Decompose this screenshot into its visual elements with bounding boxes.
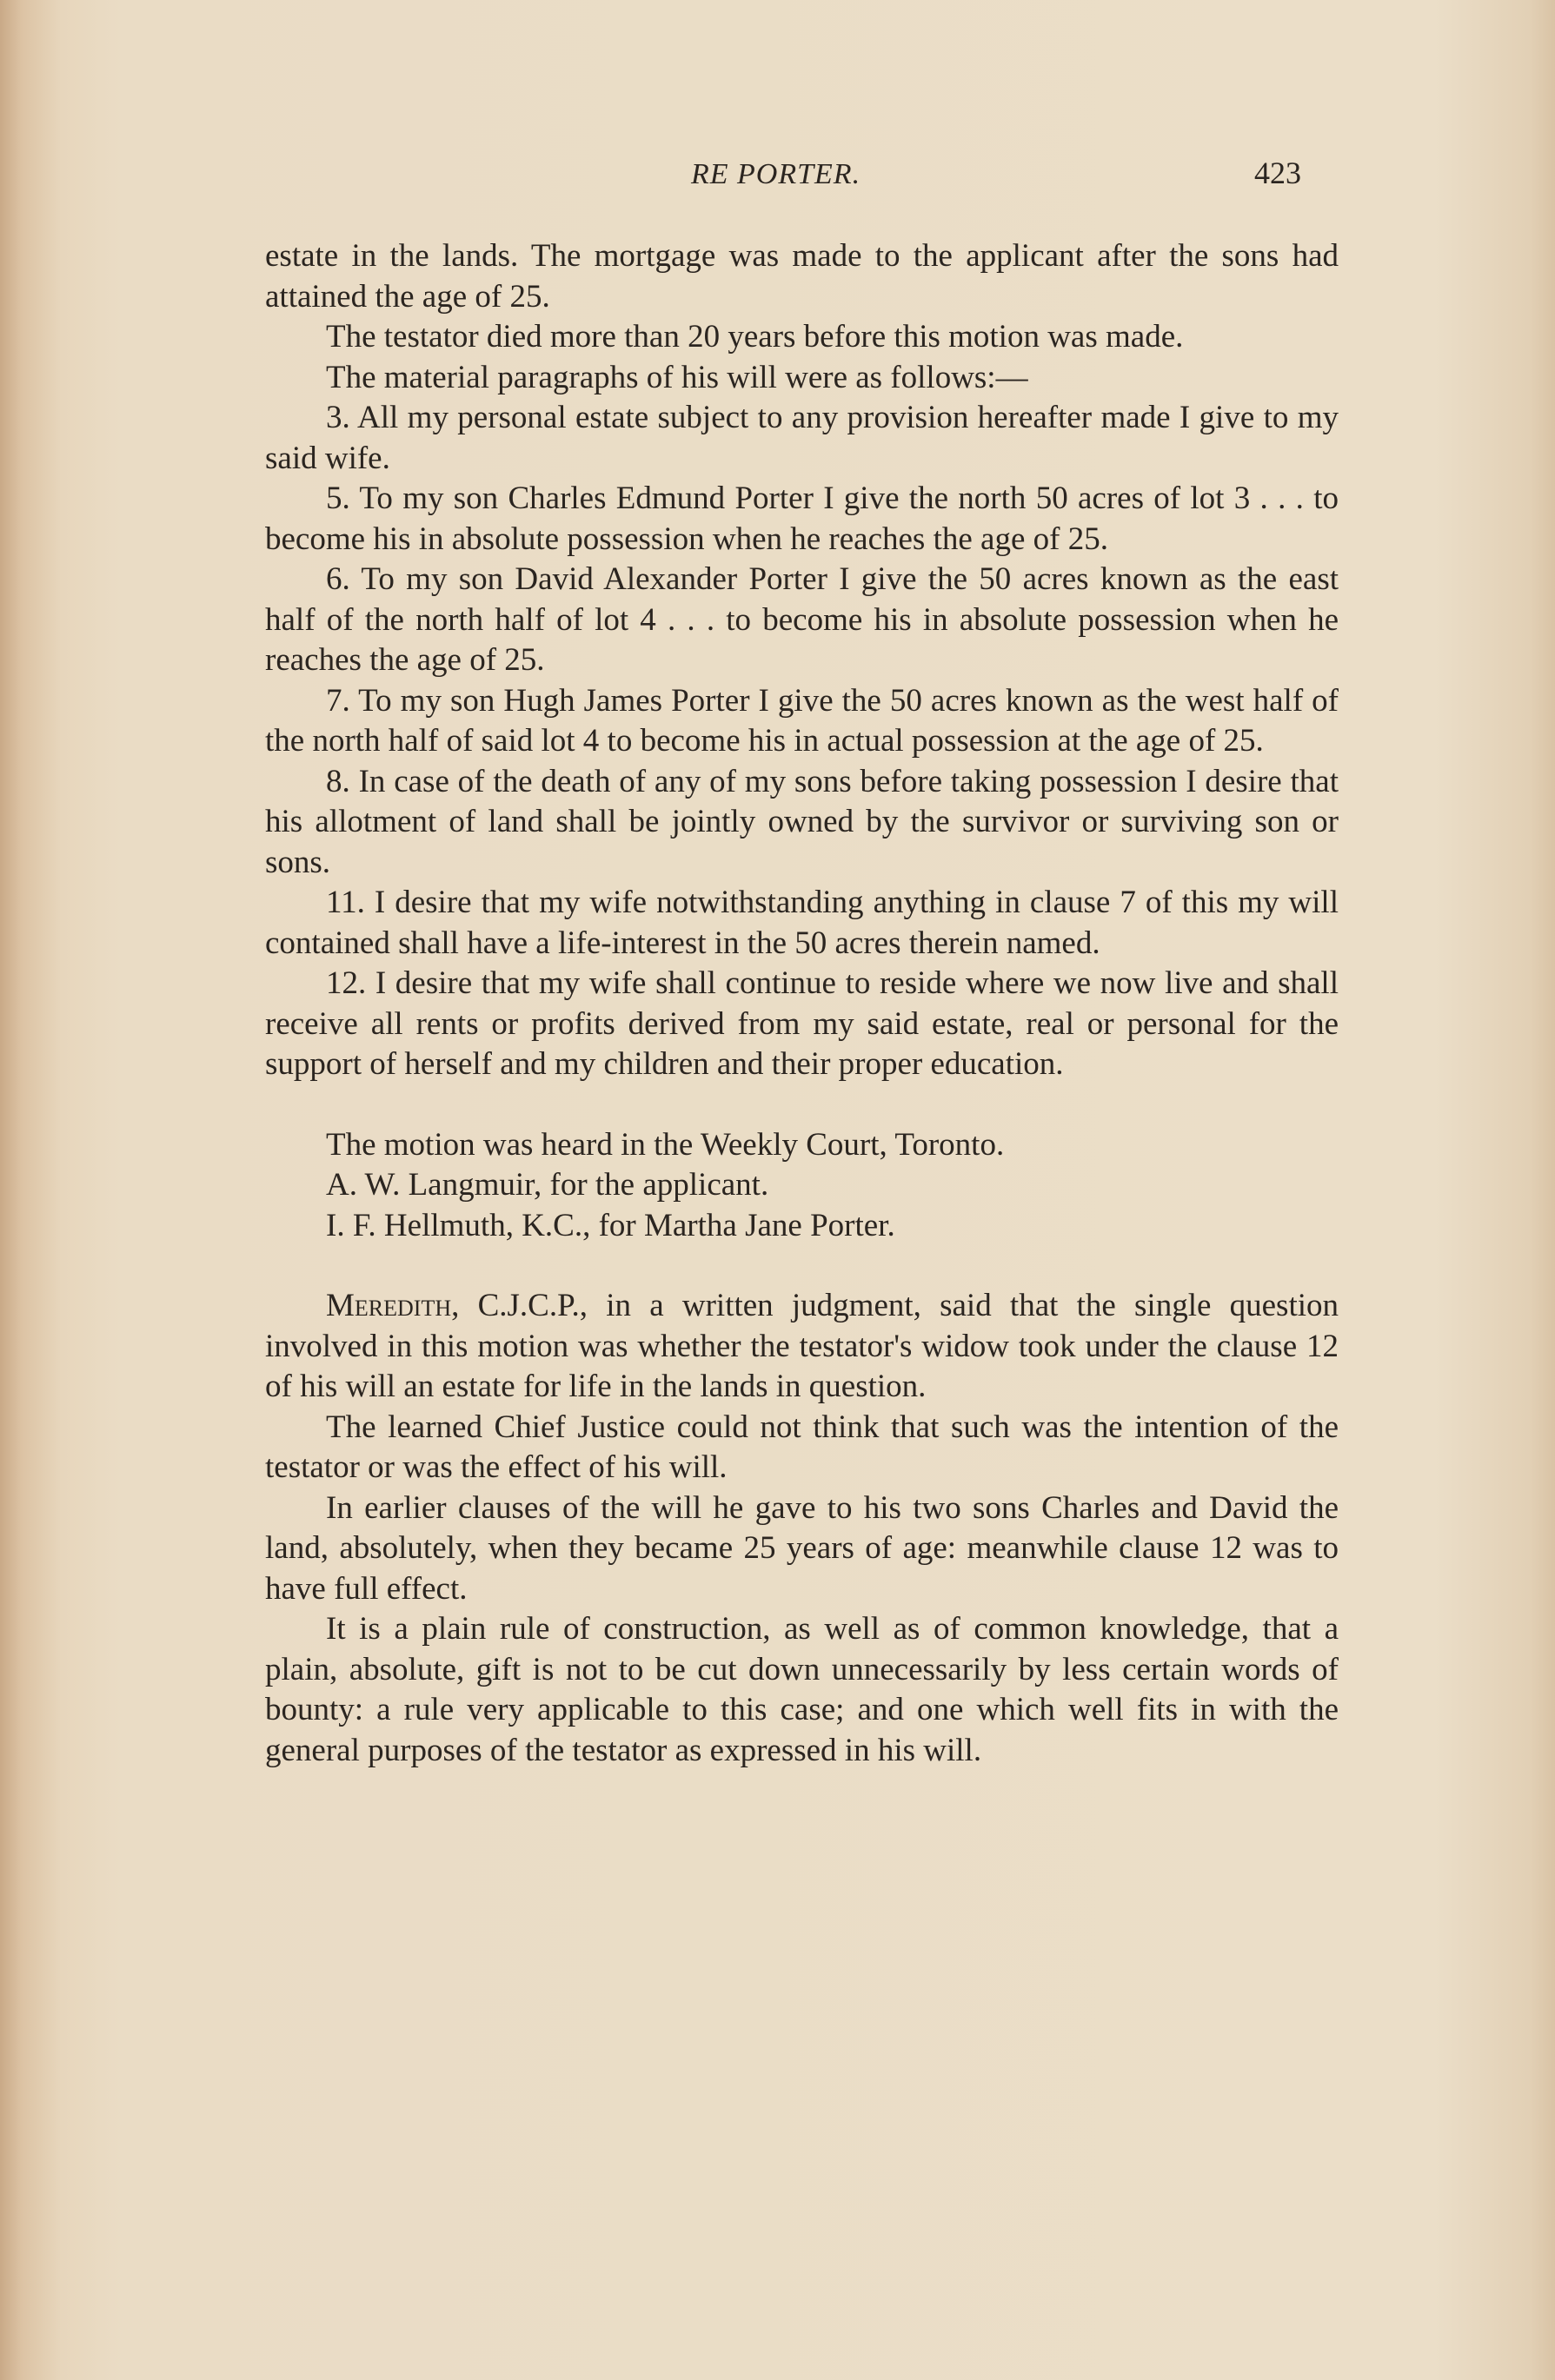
will-clause-5: 5. To my son Charles Edmund Porter I give the north 50 acres of lot 3 . . . to become his in absolute possession when he reaches the age of 25. [265, 481, 1339, 557]
paragraph: estate in the lands. The mortgage was made to the applicant after the sons had attained the age of 25. [265, 238, 1339, 315]
judge-name: Meredith [326, 1288, 452, 1323]
judgment-opening [265, 1286, 1339, 1408]
will-clause-8: 8. In case of the death of any of my sons before taking possession I desire that his allotment of land shall be jointly owned by the survivor or surviving son or sons. [265, 763, 1339, 880]
paragraph: The learned Chief Justice could not think that such was the intention of the testator or was the effect of his will. [265, 1409, 1339, 1485]
judgment-opening-text: , C.J.C.P., in a written judgment, said that the single question involved in this motion was whether the testator's widow took under the clause 12 of his will an estate for life in the lands in question. [265, 1288, 1339, 1404]
paragraph: It is a plain rule of construction, as well as of common knowledge, that a plain, absolute, gift is not to be cut down unnecessarily by less certain words of bounty: a rule very applicable to this case; and one which well fits in with the general purposes of the testator as expressed in his will. [265, 1611, 1339, 1768]
running-head: RE PORTER. [691, 158, 861, 190]
will-clause-3: 3. All my personal estate subject to any provision hereafter made I give to my said wife. [265, 400, 1339, 476]
counsel-applicant: A. W. Langmuir, for the applicant. [326, 1167, 769, 1203]
paragraph: The material paragraphs of his will were as follows:— [326, 359, 1028, 395]
hearing-note: The motion was heard in the Weekly Court, Toronto. [326, 1126, 1005, 1163]
will-clause-7: 7. To my son Hugh James Porter I give the 50 acres known as the west half of the north half of said lot 4 to become his in actual possession at the age of 25. [265, 682, 1339, 759]
will-clause-6: 6. To my son David Alexander Porter I give the 50 acres known as the east half of the north half of lot 4 . . . to become his in absolute possession when he reaches the age of 25. [265, 561, 1339, 678]
page-number: 423 [1254, 156, 1301, 190]
paragraph: The testator died more than 20 years before this motion was made. [326, 319, 1184, 355]
will-clause-12: 12. I desire that my wife shall continue to reside where we now live and shall receive all rents or profits derived from my said estate, real or personal for the support of herself and my children and their proper education. [265, 965, 1339, 1082]
counsel-respondent: I. F. Hellmuth, K.C., for Martha Jane Porter. [326, 1207, 895, 1243]
paragraph: In earlier clauses of the will he gave to his two sons Charles and David the land, absolutely, when they became 25 years of age: meanwhile clause 12 was to have full effect. [265, 1489, 1339, 1607]
body-text [265, 236, 1339, 1771]
will-clause-11: 11. I desire that my wife notwithstanding anything in clause 7 of this my will contained shall have a life-interest in the 50 acres therein named. [265, 885, 1339, 961]
